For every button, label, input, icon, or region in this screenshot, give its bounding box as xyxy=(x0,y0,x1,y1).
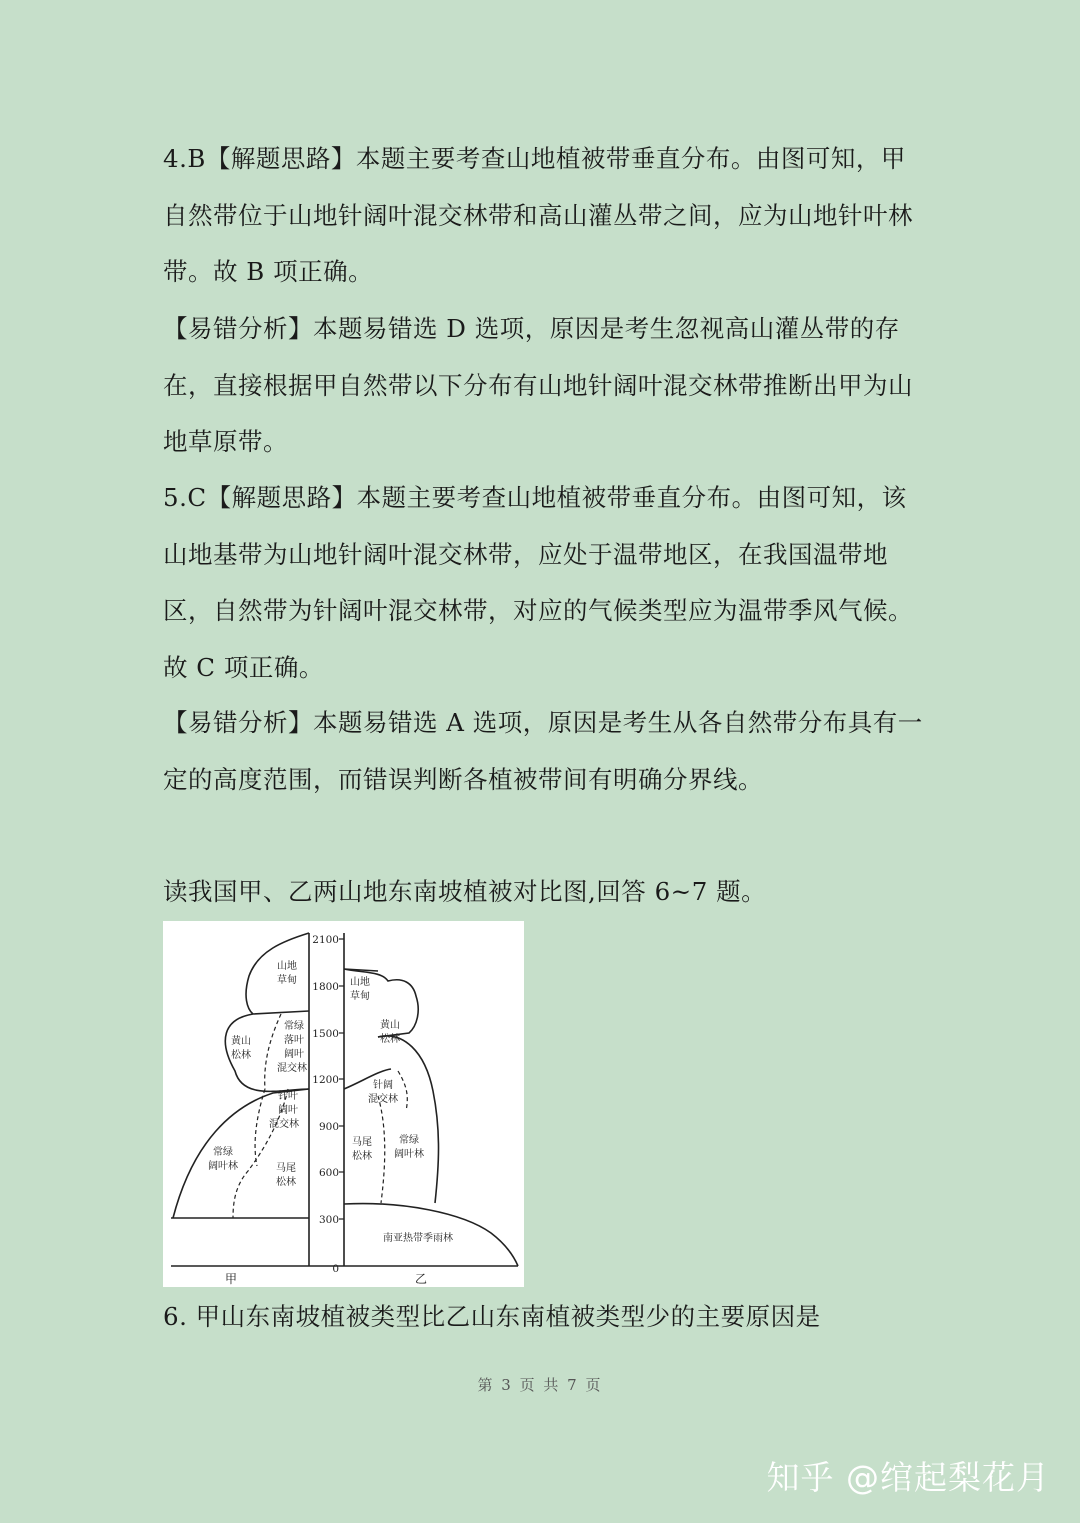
answer-4-explanation: 4.B【解题思路】本题主要考查山地植被带垂直分布。由图可知，甲自然带位于山地针阔叶混交林带和高山灌丛带之间，应为山地针叶林带。故 B 项正确。 xyxy=(163,144,913,286)
right-conifer-1: 针阔 xyxy=(373,1080,393,1091)
tick-1800: 1800 xyxy=(312,981,339,993)
right-huangshan-2: 松林 xyxy=(380,1034,400,1045)
answer-5-explanation: 5.C【解题思路】本题主要考查山地植被带垂直分布。由图可知，该山地基带为山地针阔叶混交林带，应处于温带地区，在我国温带地区，自然带为针阔叶混交林带，对应的气候类型应为温带季风气候。故 C 项正确。 xyxy=(163,483,913,682)
right-masson-1: 马尾 xyxy=(352,1137,372,1148)
question-6: 6. 甲山东南坡植被类型比乙山东南植被类型少的主要原因是 xyxy=(163,1302,821,1331)
right-evergreen-2: 阔叶林 xyxy=(394,1149,424,1160)
right-masson-2: 松林 xyxy=(352,1151,372,1162)
figure-intro: 读我国甲、乙两山地东南坡植被对比图,回答 6~7 题。 xyxy=(163,877,767,906)
answer-4-error-analysis: 【易错分析】本题易错选 D 选项，原因是考生忽视高山灌丛带的存在，直接根据甲自然带以下分布有山地针阔叶混交林带推断出甲为山地草原带。 xyxy=(163,314,913,456)
tick-1200: 1200 xyxy=(312,1074,339,1086)
tick-600: 600 xyxy=(318,1167,339,1179)
watermark: 知乎 @绾起梨花月 xyxy=(766,1458,1050,1497)
vegetation-diagram xyxy=(163,921,524,1287)
tick-900: 900 xyxy=(318,1121,339,1133)
tick-0: 0 xyxy=(332,1263,339,1275)
left-mixed-4: 混交林 xyxy=(277,1063,307,1074)
tick-300: 300 xyxy=(318,1214,339,1226)
left-huangshan-2: 松林 xyxy=(231,1050,251,1061)
answer-5-error-analysis: 【易错分析】本题易错选 A 选项，原因是考生从各自然带分布具有一定的高度范围，而错误判断各植被带间有明确分界线。 xyxy=(163,708,923,794)
left-mixed-2: 落叶 xyxy=(284,1035,304,1046)
right-conifer-2: 混交林 xyxy=(368,1094,398,1105)
left-evergreen-1: 常绿 xyxy=(213,1147,233,1158)
left-meadow-1: 山地 xyxy=(277,961,297,972)
vegetation-comparison-figure xyxy=(163,921,524,1287)
right-monsoon: 南亚热带季雨林 xyxy=(383,1233,453,1244)
left-conifer-2: 阔叶 xyxy=(278,1105,298,1116)
tick-2100: 2100 xyxy=(312,934,339,946)
right-huangshan-1: 黄山 xyxy=(380,1020,400,1031)
left-huangshan-1: 黄山 xyxy=(231,1036,251,1047)
left-mixed-3: 阔叶 xyxy=(284,1049,304,1060)
page-footer: 第 3 页 共 7 页 xyxy=(477,1376,603,1394)
tick-1500: 1500 xyxy=(312,1028,339,1040)
left-masson-2: 松林 xyxy=(276,1177,296,1188)
mountain-jia-label: 甲 xyxy=(224,1272,238,1286)
left-masson-1: 马尾 xyxy=(276,1163,296,1174)
left-conifer-3: 混交林 xyxy=(269,1119,299,1130)
left-mixed-1: 常绿 xyxy=(284,1021,304,1032)
left-meadow-2: 草甸 xyxy=(277,975,297,986)
right-meadow-2: 草甸 xyxy=(350,991,370,1002)
left-conifer-1: 针叶 xyxy=(278,1091,298,1102)
mountain-yi-label: 乙 xyxy=(414,1272,428,1286)
left-evergreen-2: 阔叶林 xyxy=(208,1161,238,1172)
right-meadow-1: 山地 xyxy=(350,977,370,988)
right-evergreen-1: 常绿 xyxy=(399,1135,419,1146)
